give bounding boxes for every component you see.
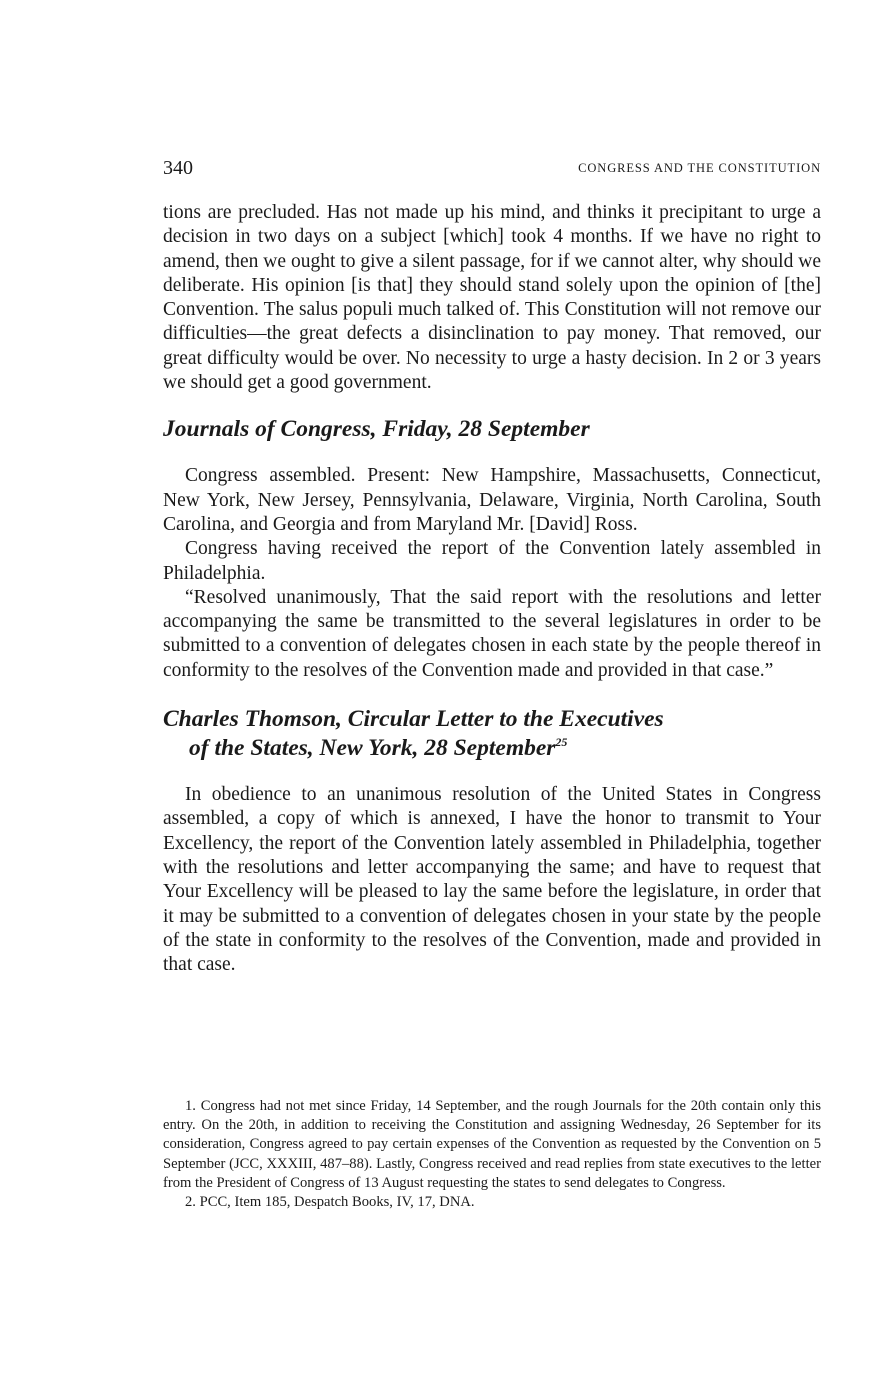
journals-paragraph-present: Congress assembled. Present: New Hampshire, Massachusetts, Connecticut, New York, New Jersey, Pennsylvania, Delaware, Virginia, North Carolina, South Carolina, and Georgia and from Maryland Mr. [David] Ross. — [163, 465, 821, 535]
footnote-ref-25: 25 — [555, 735, 568, 750]
journals-paragraph-report: Congress having received the report of the Convention lately assembled in Philadelphia. — [163, 538, 821, 584]
page-body — [163, 201, 821, 977]
running-head — [163, 157, 821, 181]
thomson-heading-line2-wrap — [163, 734, 821, 763]
running-title: CONGRESS AND THE CONSTITUTION — [578, 161, 821, 175]
footnotes — [163, 1097, 821, 1212]
journals-paragraph-resolution: “Resolved unanimously, That the said report with the resolutions and letter accompanying the same be transmitted to the several legislatures in order to be submitted to a convention of delegates chosen in each state by the people thereof in conformity to the resolves of the Convention made and provided in that case.” — [163, 586, 821, 681]
thomson-heading-line1: Charles Thomson, Circular Letter to the Executives — [163, 706, 664, 733]
continued-paragraph: tions are precluded. Has not made up his mind, and thinks it precipitant to urge a decision in two days on a subject [which] took 4 months. If we have no right to amend, then we ought to give a silent passage, for if we cannot alter, why should we deliberate. His opinion [is that] they should stand solely upon the opinion of [the] Convention. The salus populi much talked of. This Constitution will not remove our difficulties—the great defects a disinclination to pay money. That removed, our great difficulty would be over. No necessity to urge a hasty decision. In 2 or 3 years we should get a good government. — [163, 202, 821, 394]
thomson-heading — [163, 705, 821, 763]
footnote-1: 1. Congress had not met since Friday, 14 September, and the rough Journals for the 20th contain only this entry. On the 20th, in addition to receiving the Constitution and assigning Wednesday, 26 September for its consideration, Congress agreed to pay certain expenses of the Convention as requested by the Convention on 5 September (JCC, XXXIII, 487–88). Lastly, Congress received and read replies from state executives to the letter from the President of Congress of 13 August requesting the states to send delegates to Congress. — [163, 1098, 821, 1191]
thomson-heading-line2: of the States, New York, 28 September — [189, 735, 556, 762]
thomson-letter-paragraph: In obedience to an unanimous resolution of the United States in Congress assembled, a copy of which is annexed, I have the honor to transmit to Your Excellency, the report of the Convention lately assembled in Philadelphia, together with the resolutions and letter accompanying the same; and have to request that Your Excellency will be pleased to lay the same before the legislature, in order that it may be submitted to a convention of delegates chosen in your state by the people of the state in conformity to the resolves of the Convention, made and provided in that case. — [163, 784, 821, 976]
page-number: 340 — [163, 157, 193, 179]
journals-heading: Journals of Congress, Friday, 28 September — [163, 416, 590, 443]
journals-section — [163, 464, 821, 683]
footnote-2: 2. PCC, Item 185, Despatch Books, IV, 17, DNA. — [185, 1194, 475, 1211]
